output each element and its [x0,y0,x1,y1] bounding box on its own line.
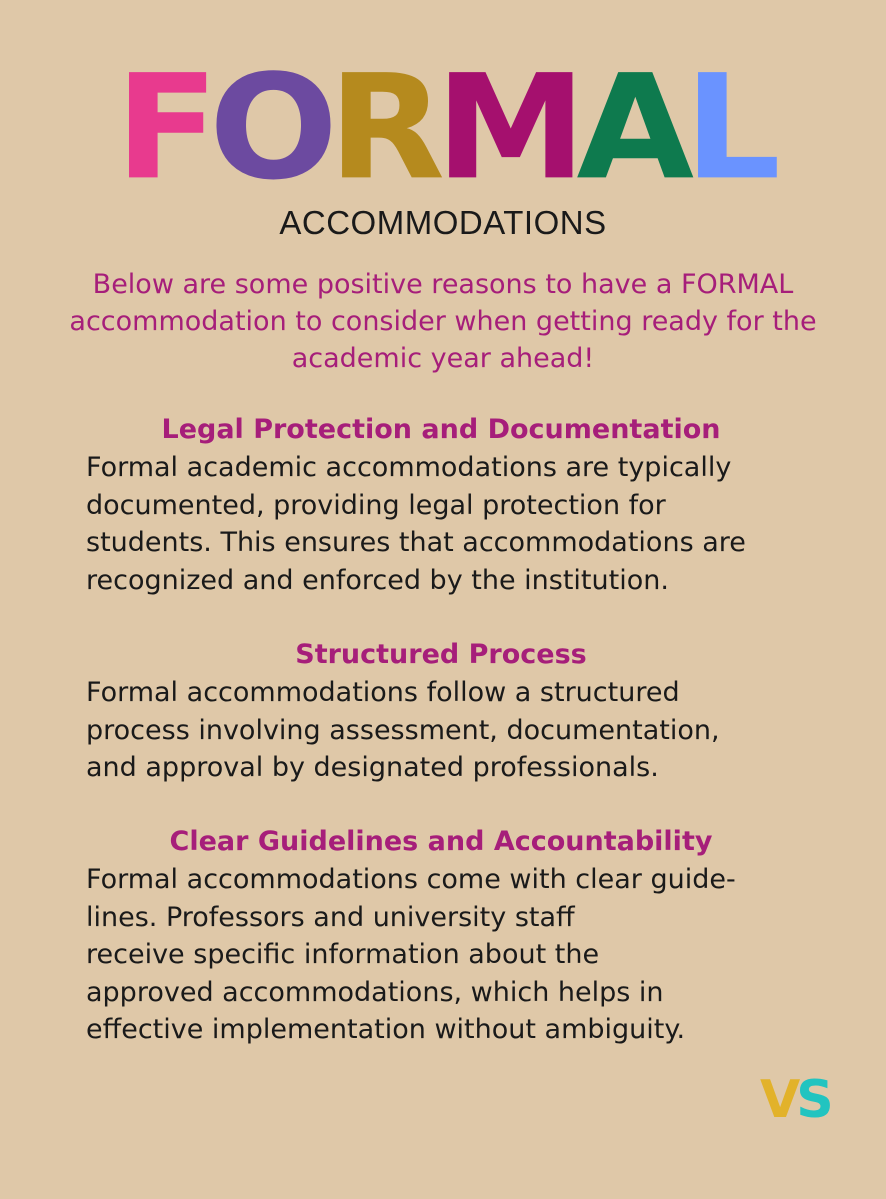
body-line: Formal accommodations come with clear guide- [86,864,736,895]
section-heading: Legal Protection and Documentation [161,414,721,445]
section-body [86,674,806,787]
body-line: approved accommodations, which helps in [86,976,664,1008]
intro-text: Below are some positive reasons to have a FORMAL accommodation to consider when getting ready for the academic year ahead! [69,269,817,374]
title-letter-a: A [576,43,685,212]
title-letter-o: O [208,43,329,212]
body-line: receive specific information about the [86,939,600,970]
title-letter-f: F [115,43,209,212]
section-heading: Structured Process [295,639,587,670]
section-body [86,861,806,1049]
body-line: documented, providing legal protection for [86,489,666,521]
section-heading: Clear Guidelines and Accountability [169,826,713,857]
body-line: and approval by designated professionals. [86,752,659,783]
logo-letter-v: V [760,1070,797,1130]
title-letter-l: L [684,43,771,212]
section-clear-guidelines [86,823,806,1049]
title-letter-m: M [435,43,577,212]
title-formal [0,43,886,212]
section-body [86,449,806,599]
subtitle: ACCOMMODATIONS [279,204,607,241]
body-line: lines. Professors and university staff [86,901,575,933]
body-line: Formal accommodations follow a structured [86,677,680,708]
logo-letter-s: S [796,1070,830,1130]
body-line: Formal academic accommodations are typically [86,452,732,483]
body-line: effective implementation without ambiguity. [86,1014,686,1045]
section-legal-protection [86,411,806,599]
title-letter-r: R [328,43,436,212]
section-structured-process [86,636,806,787]
body-line: recognized and enforced by the institution. [86,564,669,596]
body-line: process involving assessment, documentation, [86,714,720,746]
vs-logo [760,1070,830,1130]
body-line: students. This ensures that accommodations are [86,527,746,558]
